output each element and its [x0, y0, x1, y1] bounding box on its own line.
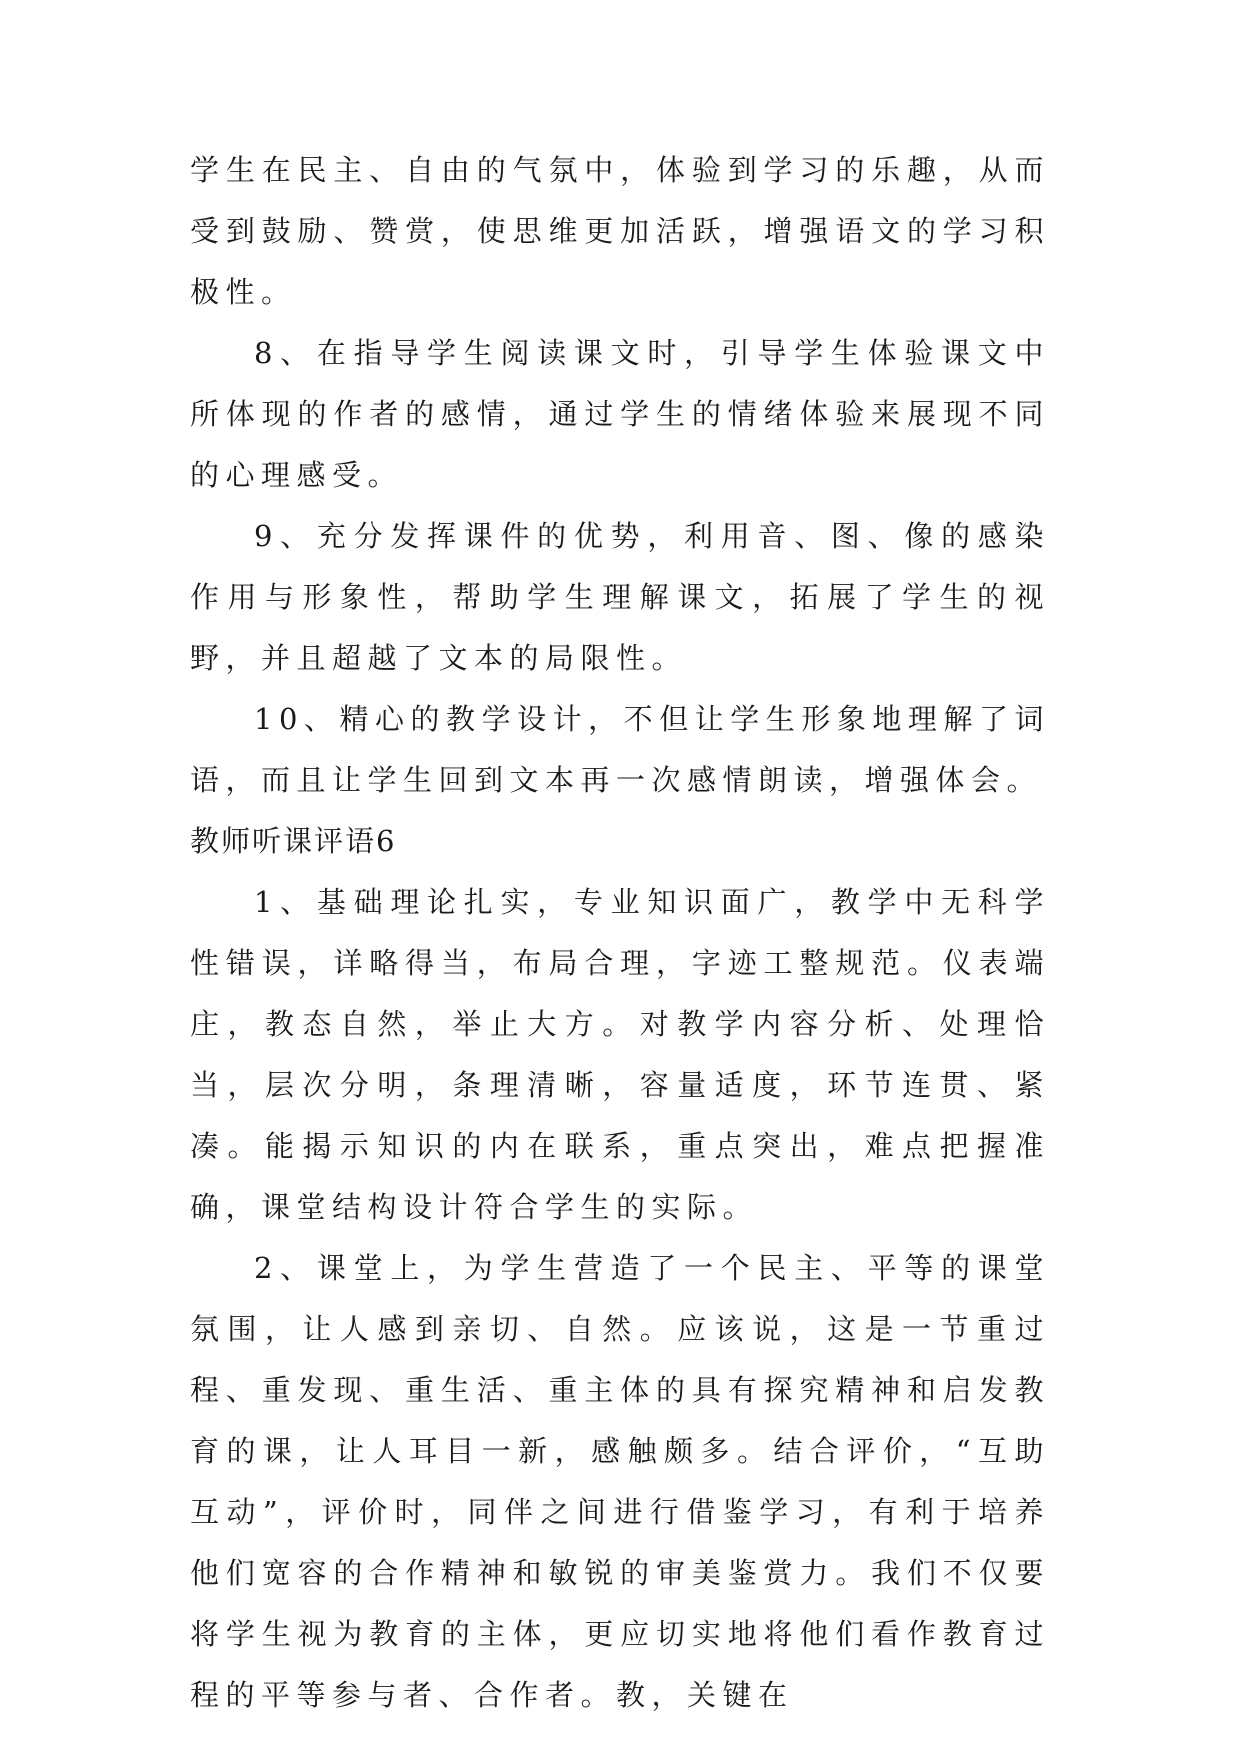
paragraph-item-10: 10、精心的教学设计，不但让学生形象地理解了词语，而且让学生回到文本再一次感情朗读，增强体会。 — [190, 702, 1050, 797]
document-body — [190, 140, 1050, 1726]
section-paragraph-1: 1、基础理论扎实，专业知识面广，教学中无科学性错误，详略得当，布局合理，字迹工整规范。仪表端庄，教态自然，举止大方。对教学内容分析、处理恰当，层次分明，条理清晰，容量适度，环节连贯、紧凑。能揭示知识的内在联系，重点突出，难点把握准确，课堂结构设计符合学生的实际。 — [190, 885, 1050, 1224]
section-heading: 教师听课评语6 — [190, 824, 397, 858]
paragraph-item-8: 8、在指导学生阅读课文时，引导学生体验课文中所体现的作者的感情，通过学生的情绪体验来展现不同的心理感受。 — [190, 336, 1050, 492]
paragraph-item-9: 9、充分发挥课件的优势，利用音、图、像的感染作用与形象性，帮助学生理解课文，拓展了学生的视野，并且超越了文本的局限性。 — [190, 519, 1050, 675]
paragraph-continuation: 学生在民主、自由的气氛中，体验到学习的乐趣，从而受到鼓励、赞赏，使思维更加活跃，增强语文的学习积极性。 — [190, 153, 1050, 309]
section-paragraph-2: 2、课堂上，为学生营造了一个民主、平等的课堂氛围，让人感到亲切、自然。应该说，这是一节重过程、重发现、重生活、重主体的具有探究精神和启发教育的课，让人耳目一新，感触颇多。结合评价，“互助互动”，评价时，同伴之间进行借鉴学习，有利于培养他们宽容的合作精神和敏锐的审美鉴赏力。我们不仅要将学生视为教育的主体，更应切实地将他们看作教育过程的平等参与者、合作者。教，关键在 — [190, 1251, 1050, 1712]
